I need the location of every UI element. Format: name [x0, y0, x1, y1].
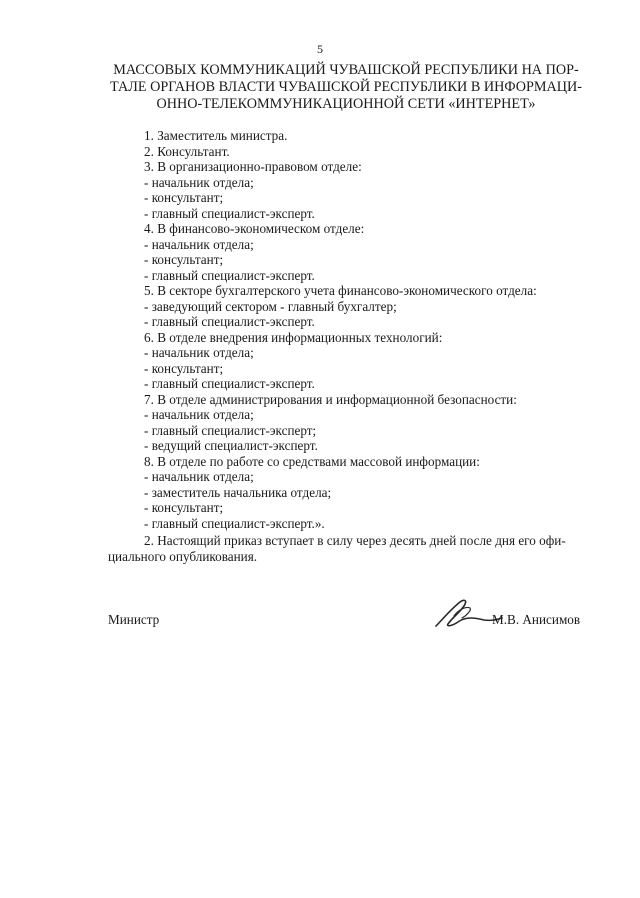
list-item: - заместитель начальника отдела; [144, 484, 332, 500]
positions-list [144, 128, 594, 531]
paragraph-line: циального опубликования. [108, 548, 258, 564]
list-item: - консультант; [144, 252, 224, 267]
list-item: - начальник отдела; [144, 345, 254, 360]
heading-line: ТАЛЕ ОРГАНОВ ВЛАСТИ ЧУВАШСКОЙ РЕСПУБЛИКИ В ИНФОРМАЦИ- [110, 79, 582, 95]
minister-name: М.В. Анисимов [492, 612, 581, 627]
list-item: - консультант; [144, 190, 224, 205]
list-item: 1. Заместитель министра. [144, 128, 288, 143]
page-number: 5 [317, 42, 323, 56]
list-item: - главный специалист-эксперт. [144, 314, 315, 329]
list-item: 3. В организационно-правовом отделе: [144, 159, 362, 174]
list-item: - начальник отдела; [144, 407, 254, 422]
list-item: - начальник отдела; [144, 236, 254, 252]
list-item: - главный специалист-эксперт. [144, 267, 315, 283]
list-item: - начальник отдела; [144, 174, 254, 190]
list-item: - главный специалист-эксперт; [144, 422, 317, 438]
list-item: - ведущий специалист-эксперт. [144, 438, 318, 453]
list-item: 7. В отделе администрирования и информационной безопасности: [144, 391, 517, 407]
heading-line: ОННО-ТЕЛЕКОММУНИКАЦИОННОЙ СЕТИ «ИНТЕРНЕТ» [156, 96, 536, 112]
minister-title: Министр [108, 612, 160, 627]
list-item: - главный специалист-эксперт. [144, 205, 315, 221]
list-item: - консультант; [144, 360, 224, 376]
list-item: - заведующий сектором - главный бухгалтер; [144, 298, 397, 314]
paragraph-line: 2. Настоящий приказ вступает в силу через десять дней после дня его офи- [144, 533, 566, 548]
list-item: - консультант; [144, 500, 224, 515]
signature-stroke [454, 607, 470, 618]
list-item: 6. В отделе внедрения информационных технологий: [144, 329, 443, 345]
list-item: 5. В секторе бухгалтерского учета финансово-экономического отдела: [144, 283, 537, 298]
heading-line: МАССОВЫХ КОММУНИКАЦИЙ ЧУВАШСКОЙ РЕСПУБЛИКИ НА ПОР- [113, 62, 579, 78]
list-item: - главный специалист-эксперт. [144, 376, 315, 391]
list-item: 2. Консультант. [144, 143, 230, 159]
list-item: - начальник отдела; [144, 469, 254, 484]
list-item: - главный специалист-эксперт.». [144, 515, 325, 531]
effective-date-paragraph [108, 533, 588, 564]
list-item: 4. В финансово-экономическом отделе: [144, 221, 365, 236]
list-item: 8. В отделе по работе со средствами массовой информации: [144, 453, 480, 469]
document-heading [108, 62, 584, 113]
